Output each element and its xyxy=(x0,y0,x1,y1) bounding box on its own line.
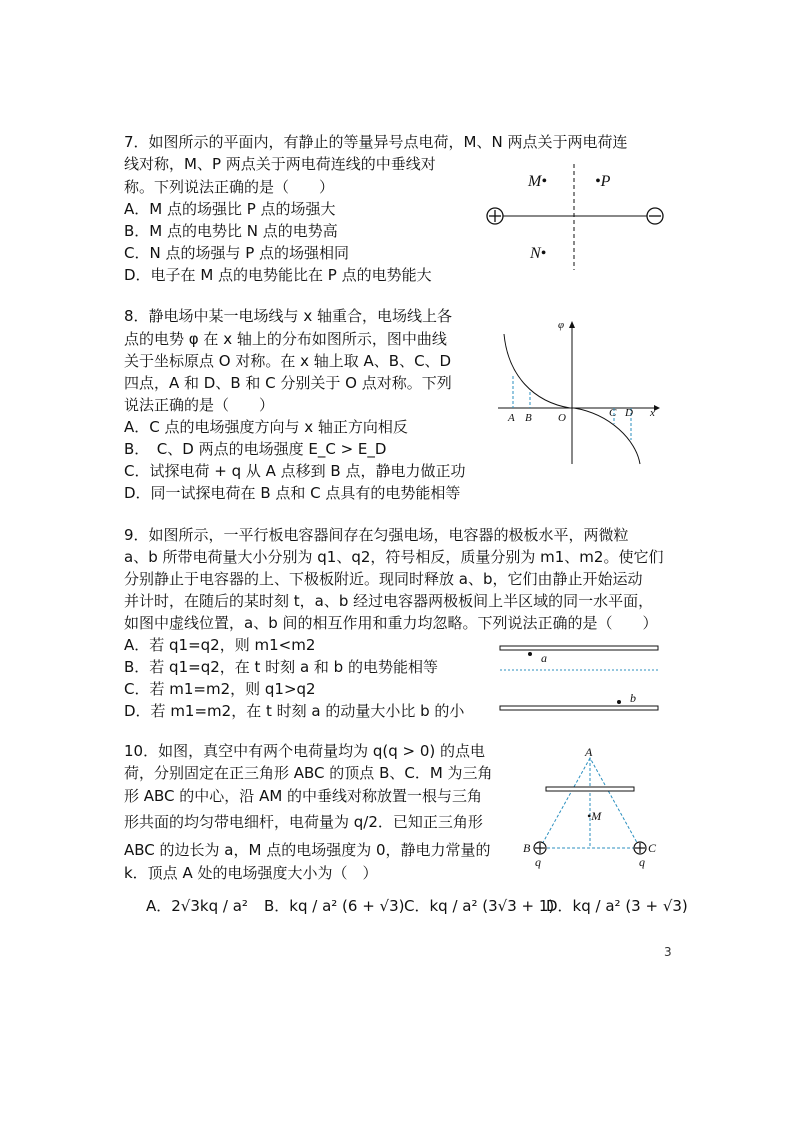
page-number: 3 xyxy=(664,945,672,959)
q7-text-3: 称。下列说法正确的是（ ） xyxy=(124,178,335,196)
q7-text-2: 线对称，M、P 两点关于两电荷连线的中垂线对 xyxy=(124,155,436,173)
q7-label-m: M• xyxy=(528,173,547,190)
q9-line-4: 并计时，在随后的某时刻 t，a、b 经过电容器两极板间上半区域的同一水平面， xyxy=(124,592,654,610)
q9-lower-plate xyxy=(500,706,658,710)
q9-option-b: B．若 q1=q2，在 t 时刻 a 和 b 的电势能相等 xyxy=(124,658,438,676)
q10-option-b: B．kq / a² (6 + √3) xyxy=(264,897,405,915)
q10-option-a: A．2√3kq / a² xyxy=(146,897,248,915)
q9-upper-plate xyxy=(500,646,658,650)
q7-text-1: 7．如图所示的平面内，有静止的等量异号点电荷，M、N 两点关于两电荷连 xyxy=(124,133,628,151)
q9-line-1: 9．如图所示，一平行板电容器间存在匀强电场，电容器的极板水平，两微粒 xyxy=(124,526,629,544)
q7-figure xyxy=(478,160,678,280)
q10-line-2: 荷，分别固定在正三角形 ABC 的顶点 B、C．M 为三角 xyxy=(124,764,493,782)
q10-line-4: 形共面的均匀带电细杆，电荷量为 q/2．已知正三角形 xyxy=(124,813,483,831)
q10-charged-rod xyxy=(546,787,634,791)
q8-label-phi: φ xyxy=(558,319,565,331)
q8-label-b: B xyxy=(525,412,532,424)
q8-line-4: 四点，A 和 D、B 和 C 分别关于 O 点对称。下列 xyxy=(124,374,452,392)
q8-label-d: D xyxy=(625,407,633,419)
q10-label-c: C xyxy=(648,841,657,855)
q10-label-q-c: q xyxy=(639,855,645,869)
q10-option-d: D．kq / a² (3 + √3) xyxy=(546,897,688,915)
q8-option-c: C．试探电荷 + q 从 A 点移到 B 点，静电力做正功 xyxy=(124,462,466,480)
q7-option-b: B．M 点的电势比 N 点的电势高 xyxy=(124,222,338,240)
q10-label-m: •M xyxy=(587,809,602,823)
q10-line-5: ABC 的边长为 a，M 点的电场强度为 0，静电力常量的 xyxy=(124,841,491,859)
q8-line-1: 8．静电场中某一电场线与 x 轴重合，电场线上各 xyxy=(124,307,452,325)
q8-option-d: D．同一试探电荷在 B 点和 C 点具有的电势能相等 xyxy=(124,484,461,502)
q8-label-x: x xyxy=(650,407,655,419)
q8-option-b: B． C、D 两点的电场强度 E_C > E_D xyxy=(124,440,387,458)
q8-option-a: A．C 点的电场强度方向与 x 轴正方向相反 xyxy=(124,418,408,436)
q7-option-d: D．电子在 M 点的电势能比在 P 点的电势能大 xyxy=(124,266,432,284)
q7-option-c: C．N 点的场强与 P 点的场强相同 xyxy=(124,244,350,262)
q10-line-3: 形 ABC 的中心，沿 AM 的中垂线对称放置一根与三角 xyxy=(124,787,483,805)
q9-label-b: b xyxy=(630,691,636,705)
q8-label-a: A xyxy=(508,412,515,424)
q7-line-1 xyxy=(124,132,627,152)
q7-line-2 xyxy=(124,154,436,174)
q9-figure xyxy=(494,640,664,720)
q7-label-p: •P xyxy=(595,173,611,190)
q9-line-3: 分别静止于电容器的上、下极板附近。现同时释放 a、b，它们由静止开始运动 xyxy=(124,570,643,588)
q9-particle-a xyxy=(528,652,532,656)
q9-line-5: 如图中虚线位置，a、b 间的相互作用和重力均忽略。下列说法正确的是（ ） xyxy=(124,614,658,632)
q8-label-c: C xyxy=(609,407,617,419)
q10-label-b: B xyxy=(523,841,531,855)
q8-line-2: 点的电势 φ 在 x 轴上的分布如图所示，图中曲线 xyxy=(124,330,447,348)
q7-label-n: N• xyxy=(530,245,547,262)
q9-label-a: a xyxy=(541,651,547,665)
q8-figure xyxy=(494,316,674,466)
q7-line-3 xyxy=(124,177,334,197)
q8-label-o: O xyxy=(558,412,566,424)
q8-potential-curve-left xyxy=(504,334,570,408)
q9-line-2: a、b 所带电荷量大小分别为 q1、q2，符号相反，质量分别为 m1、m2。使它们 xyxy=(124,548,664,566)
q10-option-c: C．kq / a² (3√3 + 1) xyxy=(404,897,555,915)
q10-label-q-b: q xyxy=(535,855,541,869)
q9-option-c: C．若 m1=m2，则 q1>q2 xyxy=(124,680,316,698)
q10-line-6: k．顶点 A 处的电场强度大小为（ ） xyxy=(124,864,378,882)
q10-line-1: 10．如图，真空中有两个电荷量均为 q(q > 0) 的点电 xyxy=(124,742,486,760)
q9-option-a: A．若 q1=q2，则 m1<m2 xyxy=(124,636,316,654)
q7-option-a: A．M 点的场强比 P 点的场强大 xyxy=(124,200,336,218)
q8-line-5: 说法正确的是（ ） xyxy=(124,396,275,414)
q9-option-d: D．若 m1=m2，在 t 时刻 a 的动量大小比 b 的小 xyxy=(124,702,465,720)
q10-label-a: A xyxy=(585,745,593,759)
q8-line-3: 关于坐标原点 O 对称。在 x 轴上取 A、B、C、D xyxy=(124,352,452,370)
q10-figure xyxy=(518,744,668,874)
q9-particle-b xyxy=(617,700,621,704)
